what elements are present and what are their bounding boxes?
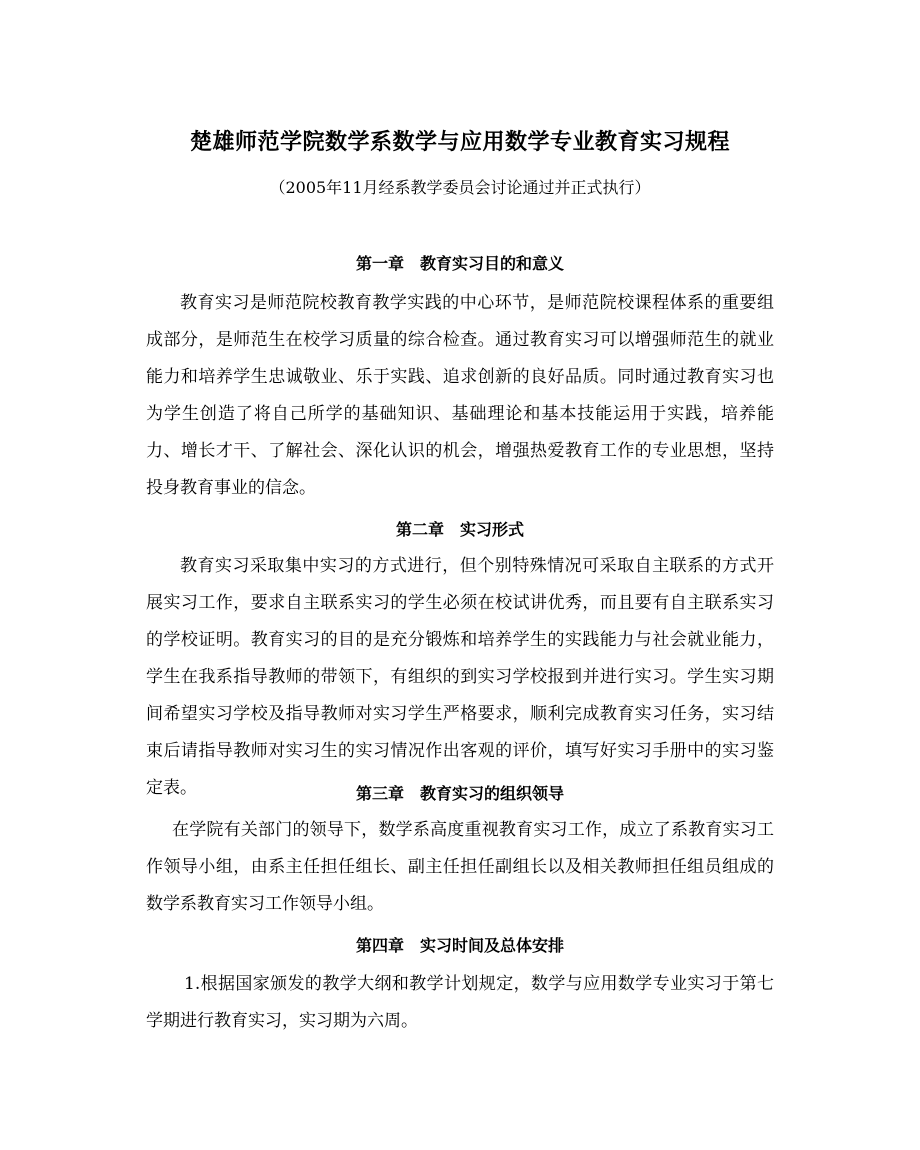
document-subtitle: （2005年11月经系教学委员会讨论通过并正式执行）	[269, 178, 651, 197]
chapter-1-heading: 第一章 教育实习目的和意义	[355, 254, 564, 273]
chapter-3-paragraph: 在学院有关部门的领导下，数学系高度重视教育实习工作，成立了系教育实习工作领导小组，由系主任担任组长、副主任担任副组长以及相关教师担任组员组成的数学系教育实习工作领导小组。	[146, 820, 774, 914]
document-title: 楚雄师范学院数学系数学与应用数学专业教育实习规程	[189, 130, 730, 155]
chapter-2-paragraph: 教育实习采取集中实习的方式进行，但个别特殊情况可采取自主联系的方式开展实习工作，要求自主联系实习的学生必须在校试讲优秀，而且要有自主联系实习的学校证明。教育实习的目的是充分锻炼和培养学生的实践能力与社会就业能力，学生在我系指导教师的带领下，有组织的到实习学校报到并进行实习。学生实习期间希望实习学校及指导教师对实习学生严格要求，顺利完成教育实习任务，实习结束后请指导教师对实习生的实习情况作出客观的评价，填写好实习手册中的实习鉴定表。	[146, 556, 774, 798]
chapter-3-heading: 第三章 教育实习的组织领导	[355, 784, 564, 803]
chapter-2-heading: 第二章 实习形式	[395, 520, 524, 539]
chapter-4-paragraph: 1.根据国家颁发的教学大纲和教学计划规定，数学与应用数学专业实习于第七学期进行教育实习，实习期为六周。	[146, 974, 774, 1031]
chapter-4-heading: 第四章 实习时间及总体安排	[355, 936, 564, 955]
chapter-1-paragraph: 教育实习是师范院校教育教学实践的中心环节，是师范院校课程体系的重要组成部分，是师范生在校学习质量的综合检查。通过教育实习可以增强师范生的就业能力和培养学生忠诚敬业、乐于实践、追求创新的良好品质。同时通过教育实习也为学生创造了将自己所学的基础知识、基础理论和基本技能运用于实践，培养能力、增长才干、了解社会、深化认识的机会，增强热爱教育工作的专业思想，坚持投身教育事业的信念。	[146, 293, 774, 498]
